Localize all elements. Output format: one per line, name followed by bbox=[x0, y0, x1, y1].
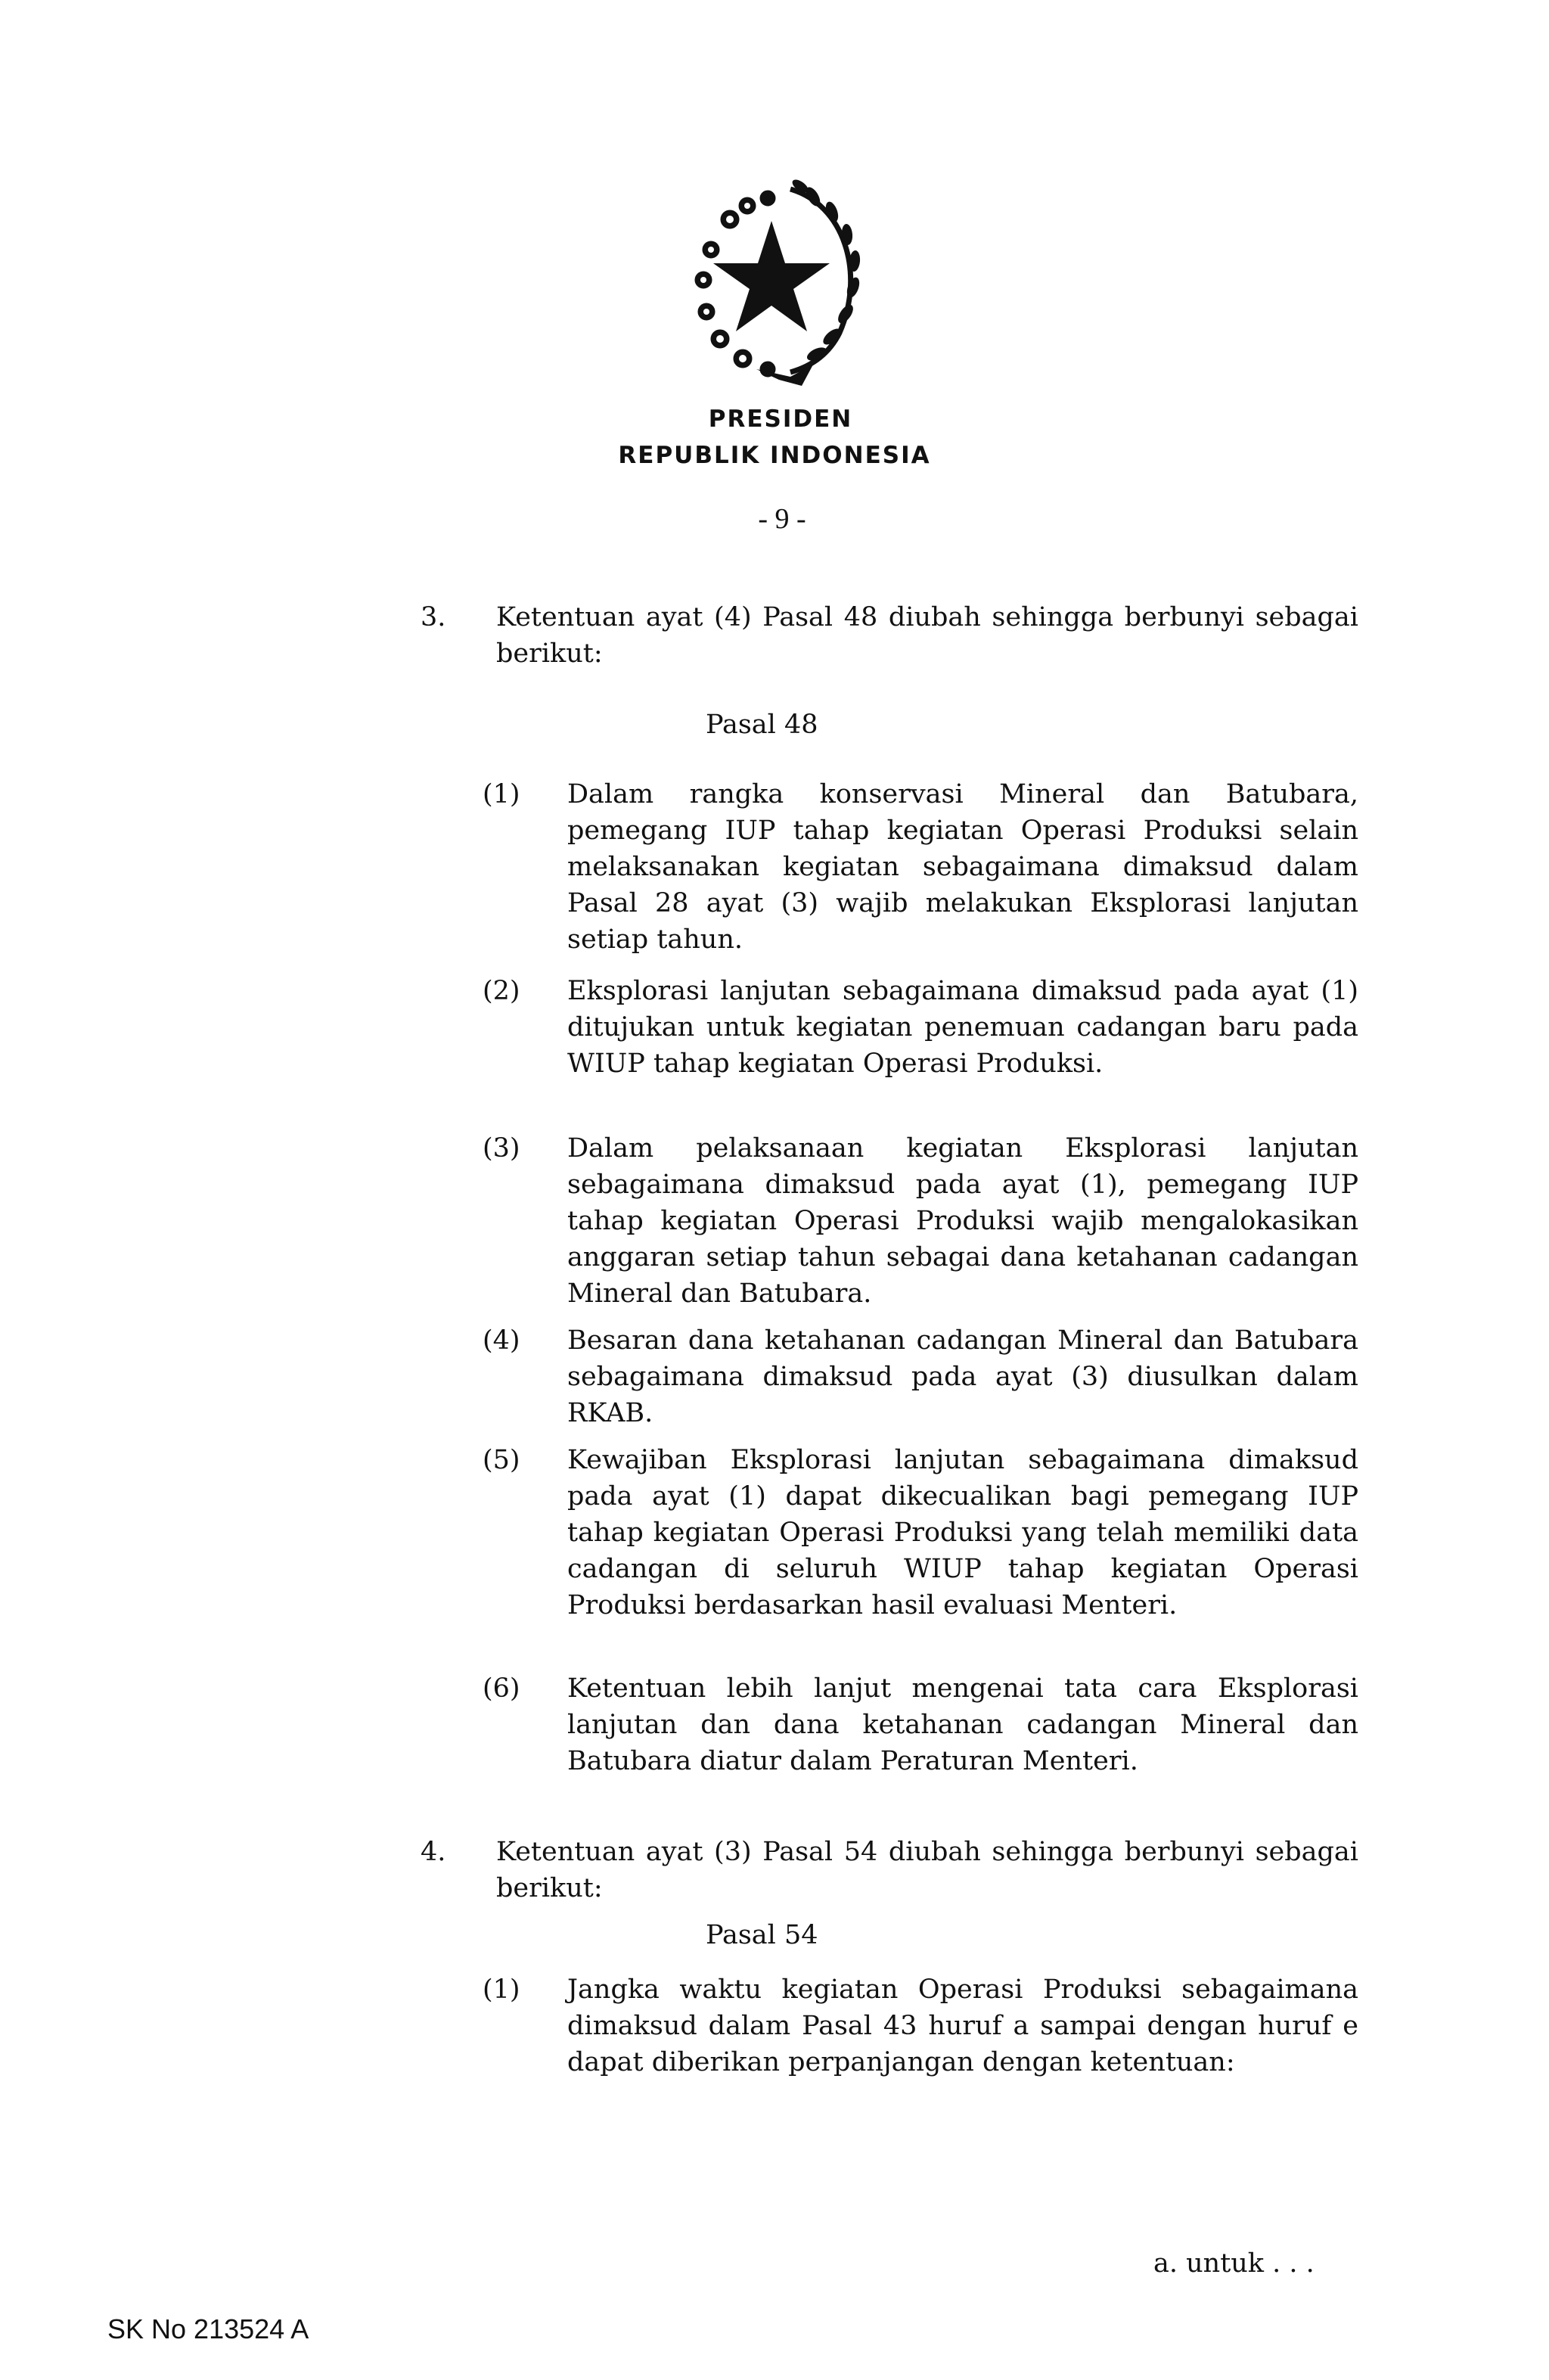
ayat-text: Ketentuan lebih lanjut mengenai tata cara Eksplorasi lanjutan dan dana ketahanan cadangan Mineral dan Batubara diatur dalam Peraturan Menteri. bbox=[567, 1673, 1358, 1776]
sk-number: SK No 213524 A bbox=[107, 2313, 309, 2344]
ayat-number: (1) bbox=[483, 1975, 520, 2005]
item-number: 4. bbox=[421, 1837, 446, 1867]
garuda-star-emblem bbox=[658, 166, 885, 393]
ayat-number: (1) bbox=[483, 779, 520, 809]
ayat-text: Besaran dana ketahanan cadangan Mineral dan Batubara sebagaimana dimaksud pada ayat (3) diusulkan dalam RKAB. bbox=[567, 1325, 1358, 1428]
pasal-title: Pasal 54 bbox=[706, 1920, 818, 1950]
ayat-number: (3) bbox=[483, 1133, 520, 1164]
ayat-text: Kewajiban Eksplorasi lanjutan sebagaimana dimaksud pada ayat (1) dapat dikecualikan bagi pemegang IUP tahap kegiatan Operasi Produksi yang telah memiliki data cadangan di seluruh WIUP tahap kegiatan Operasi Produksi berdasarkan hasil evaluasi Menteri. bbox=[567, 1445, 1358, 1620]
ayat-text: Jangka waktu kegiatan Operasi Produksi sebagaimana dimaksud dalam Pasal 43 huruf a sampai dengan huruf e dapat diberikan perpanjangan dengan ketentuan: bbox=[567, 1975, 1358, 2077]
ayat-number: (6) bbox=[483, 1673, 520, 1704]
ayat-number: (4) bbox=[483, 1325, 520, 1356]
ayat-number: (2) bbox=[483, 976, 520, 1006]
ayat-text: Eksplorasi lanjutan sebagaimana dimaksud pada ayat (1) ditujukan untuk kegiatan penemuan cadangan baru pada WIUP tahap kegiatan Operasi Produksi. bbox=[567, 976, 1358, 1079]
ayat-text: Dalam rangka konservasi Mineral dan Batubara, pemegang IUP tahap kegiatan Operasi Produksi selain melaksanakan kegiatan sebagaimana dimaksud dalam Pasal 28 ayat (3) wajib melakukan Eksplorasi lanjutan setiap tahun. bbox=[567, 779, 1358, 955]
header-presiden: PRESIDEN bbox=[708, 405, 853, 433]
page-continuation: a. untuk . . . bbox=[1153, 2248, 1315, 2279]
item-number: 3. bbox=[421, 602, 446, 632]
item-intro: Ketentuan ayat (4) Pasal 48 diubah sehingga berbunyi sebagai berikut: bbox=[496, 602, 1358, 669]
page-number: - 9 - bbox=[758, 503, 806, 535]
ayat-number: (5) bbox=[483, 1445, 520, 1475]
header-republik-indonesia: REPUBLIK INDONESIA bbox=[618, 442, 931, 469]
item-intro: Ketentuan ayat (3) Pasal 54 diubah sehingga berbunyi sebagai berikut: bbox=[496, 1837, 1358, 1903]
ayat-text: Dalam pelaksanaan kegiatan Eksplorasi lanjutan sebagaimana dimaksud pada ayat (1), pemegang IUP tahap kegiatan Operasi Produksi wajib mengalokasikan anggaran setiap tahun sebagai dana ketahanan cadangan Mineral dan Batubara. bbox=[567, 1133, 1358, 1309]
pasal-title: Pasal 48 bbox=[706, 710, 818, 740]
